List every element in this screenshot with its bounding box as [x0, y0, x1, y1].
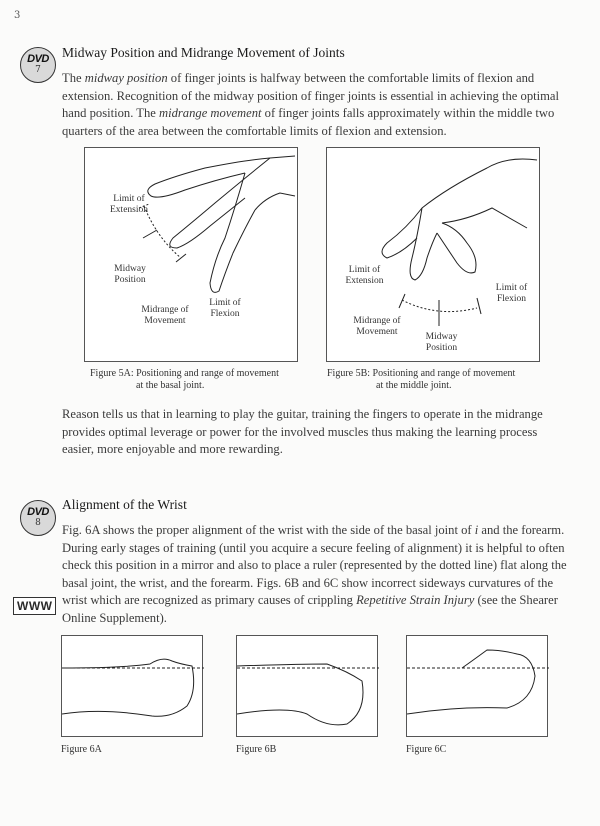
emphasis-midway-position: midway position	[84, 71, 168, 85]
dvd-badge-icon[interactable]	[20, 500, 56, 536]
www-link-icon[interactable]: WWW	[13, 597, 56, 615]
figure-5a	[84, 147, 298, 362]
emphasis-rsi: Repetitive Strain Injury	[356, 593, 475, 608]
dvd-logo: DVD	[27, 506, 49, 518]
figure-6b-caption: Figure 6B	[236, 744, 277, 755]
label-midrange-of-movement: Midrange of Movement	[353, 316, 401, 337]
label-midway-position: Midway Position	[114, 264, 146, 285]
figure-6c-caption: Figure 6C	[406, 744, 447, 755]
caption-line: at the basal joint.	[136, 380, 205, 391]
wrist-illustration-6b	[237, 636, 379, 738]
text: (see the Shearer Online Supplement).	[62, 593, 558, 625]
figure-6c	[406, 635, 548, 737]
text: The	[62, 71, 85, 85]
wrist-paragraph	[62, 522, 572, 628]
figure-5b	[326, 147, 540, 362]
figure-5a-caption	[90, 368, 310, 392]
emphasis-midrange-movement: midrange movement	[159, 106, 262, 121]
caption-line: Figure 5B: Positioning and range of movement	[327, 368, 516, 379]
label-midway-position: Midway Position	[425, 332, 458, 353]
dvd-badge-icon[interactable]	[20, 47, 56, 83]
label-limit-of-extension: Limit of Extension	[110, 194, 148, 215]
emphasis-i: i	[474, 523, 479, 537]
label-limit-of-flexion: Limit of Flexion	[209, 298, 241, 319]
wrist-illustration-6a	[62, 636, 204, 738]
range-arc-5b	[327, 148, 541, 363]
section-heading-wrist: Alignment of the Wrist	[62, 497, 187, 512]
reason-paragraph: Reason tells us that in learning to play the guitar, training the fingers to operate in the midrange provides optimal leverage or power for the involved muscles thus making the learning process easier, more enjoyable and more rewarding.	[62, 407, 543, 457]
figure-6a-caption: Figure 6A	[61, 744, 102, 755]
text: of finger joints is halfway between the comfortable limits of flexion and extension. Recognition of the midway position of finger joints is essential in achieving the optimal hand position. The	[62, 71, 560, 121]
text: and the forearm. During early stages of training (until you acquire a secure feeling of alignment) it is helpful to often check this position in a mirror and also to place a ruler (represented by the dotted line) flat along the basal joint, the wrist, and the forearm. Figs. 6B and 6C show incorrect sideways curvatures of the wrist which are recognized as primary causes of crippling	[62, 523, 567, 608]
caption-line: at the middle joint.	[376, 380, 452, 391]
label-limit-of-flexion: Limit of Flexion	[495, 283, 528, 304]
midway-paragraph	[62, 70, 562, 140]
range-arc-5a	[85, 148, 299, 363]
caption-line: Figure 5A: Positioning and range of movement	[90, 368, 279, 379]
figure-5b-caption	[327, 368, 557, 392]
wrist-illustration-6c	[407, 636, 549, 738]
dvd-number: 8	[35, 518, 41, 528]
text: of finger joints falls approximately within the middle two quarters of the area between the comfortable limits of flexion and extension.	[62, 106, 555, 138]
label-midrange-of-movement: Midrange of Movement	[141, 305, 189, 326]
dvd-number: 7	[35, 65, 41, 75]
section-heading-midway: Midway Position and Midrange Movement of Joints	[62, 45, 345, 60]
text: Fig. 6A shows the proper alignment of the wrist with the side of the basal joint of	[62, 523, 475, 537]
label-limit-of-extension: Limit of Extension	[345, 265, 384, 286]
page-number: 3	[14, 10, 21, 21]
figure-6a	[61, 635, 203, 737]
dvd-logo: DVD	[27, 53, 49, 65]
figure-6b	[236, 635, 378, 737]
